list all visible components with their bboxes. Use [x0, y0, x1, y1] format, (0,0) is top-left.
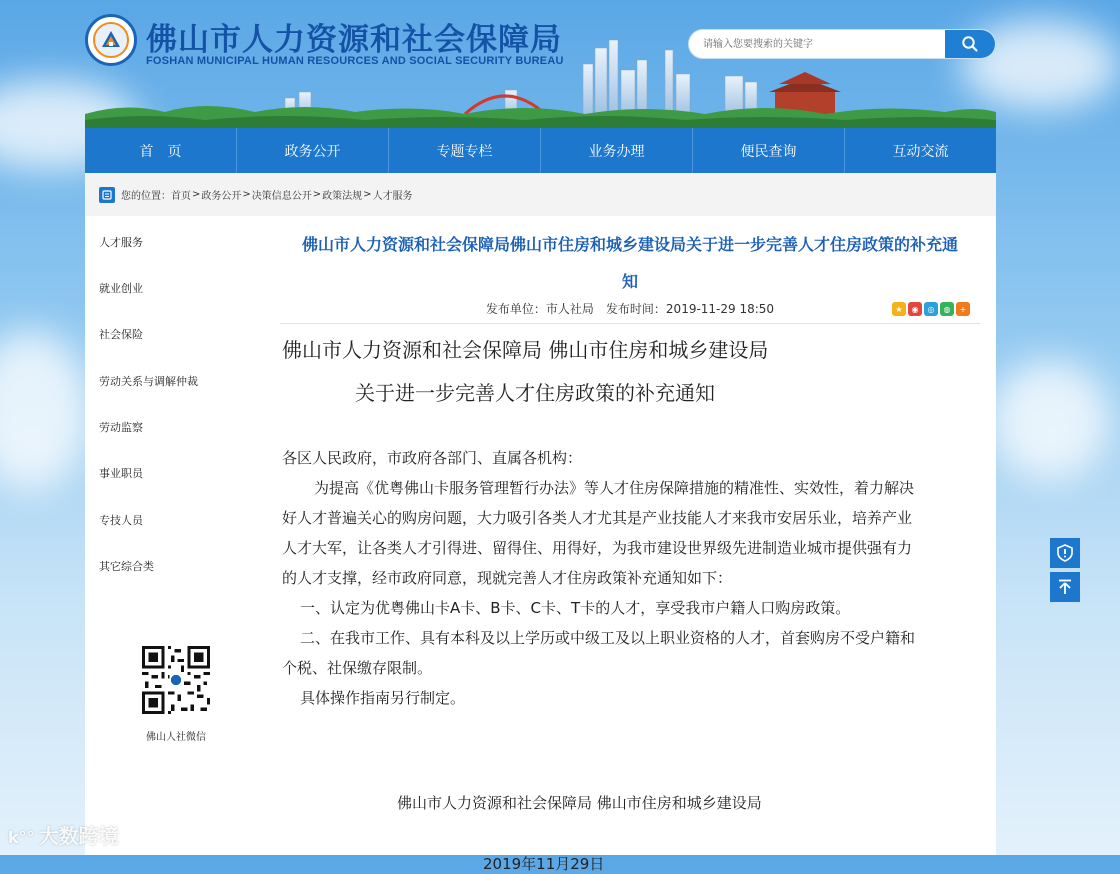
more-share-icon[interactable]: +: [956, 302, 970, 316]
qzone-icon[interactable]: ★: [892, 302, 906, 316]
wechat-icon[interactable]: ◍: [940, 302, 954, 316]
sidebar: [85, 216, 265, 855]
policy-item-2-continued: 个税、社保缴存限制。: [282, 659, 433, 677]
breadcrumb-separator: >: [192, 189, 201, 200]
article-meta: 发布单位：市人社局 发布时间：2019-11-29 18:50: [485, 302, 775, 316]
search-input[interactable]: [689, 30, 947, 58]
document-date: 2019年11月29日: [483, 855, 605, 873]
breadcrumb-decision-info[interactable]: 决策信息公开: [251, 191, 312, 202]
sidebar-item-talent-service[interactable]: 人才服务: [99, 236, 143, 249]
back-to-top-icon[interactable]: [1050, 572, 1080, 602]
breadcrumb-prefix: 您的位置：: [121, 191, 171, 202]
tencent-weibo-icon[interactable]: ◎: [924, 302, 938, 316]
document-heading: 佛山市人力资源和社会保障局 佛山市住房和城乡建设局: [282, 338, 769, 362]
location-icon: [99, 187, 115, 203]
breadcrumb-separator: >: [242, 189, 251, 200]
sidebar-item-social-insurance[interactable]: 社会保险: [99, 328, 143, 341]
article-title: [280, 226, 980, 300]
search-button[interactable]: [945, 30, 995, 58]
breadcrumb-policy[interactable]: 政策法规: [322, 191, 363, 202]
sidebar-item-labor-inspection[interactable]: 劳动监察: [99, 421, 143, 434]
qr-caption: 佛山人社微信: [146, 732, 206, 743]
nav-item-interaction[interactable]: 互动交流: [892, 143, 949, 160]
cloud-decoration: [990, 360, 1110, 480]
breadcrumb-separator: >: [312, 189, 322, 200]
salutation: 各区人民政府，市政府各部门、直属各机构：: [282, 449, 583, 467]
main-nav: [85, 128, 996, 173]
sidebar-item-other[interactable]: 其它综合类: [99, 560, 154, 573]
nav-item-home[interactable]: 首 页: [85, 128, 237, 173]
cloud-decoration: [0, 330, 90, 490]
search-icon: [961, 35, 979, 53]
policy-item-1: 一、认定为优粤佛山卡A卡、B卡、C卡、T卡的人才，享受我市户籍人口购房政策。: [300, 599, 851, 617]
breadcrumb-home[interactable]: 首页: [171, 191, 191, 202]
site-header: [0, 0, 1080, 128]
article-title-line: 佛山市人力资源和社会保障局佛山市住房和城乡建设局关于进一步完善人才住房政策的补充通: [301, 235, 958, 254]
closing-line: 具体操作指南另行制定。: [300, 689, 466, 707]
sidebar-item-public-staff[interactable]: 事业职员: [99, 467, 143, 480]
search-bar: [688, 29, 996, 59]
body-paragraph-line: 为提高《优粤佛山卡服务管理暂行办法》等人才住房保障措施的精准性、实效性，着力解决: [314, 479, 915, 497]
nav-item-public-query[interactable]: 便民查询: [693, 128, 845, 173]
share-toolbar: [892, 302, 970, 316]
signature: 佛山市人力资源和社会保障局 佛山市住房和城乡建设局: [397, 794, 762, 812]
watermark: k°° 大数跨境: [8, 824, 119, 848]
breadcrumb-separator: >: [363, 189, 372, 200]
article-title-line: 知: [621, 272, 638, 291]
breadcrumb-talent-service[interactable]: 人才服务: [372, 191, 413, 202]
policy-item-2: 二、在我市工作、具有本科及以上学历或中级工及以上职业资格的人才，首套购房不受户籍和: [300, 629, 916, 647]
breadcrumb: [85, 173, 996, 216]
nav-item-gov-affairs[interactable]: 政务公开: [237, 128, 389, 173]
site-title[interactable]: 佛山市人力资源和社会保障局: [146, 22, 562, 58]
sidebar-item-professionals[interactable]: 专技人员: [99, 514, 143, 527]
body-paragraph-line: 的人才支撑，经市政府同意，现就完善人才住房政策补充通知如下：: [282, 569, 733, 587]
body-paragraph-line: 好人才普遍关心的购房问题，大力吸引各类人才尤其是产业技能人才来我市安居乐业，培养产业: [282, 509, 913, 527]
site-subtitle: FOSHAN MUNICIPAL HUMAN RESOURCES AND SOCIAL SECURITY BUREAU: [146, 55, 564, 67]
alert-icon[interactable]: [1050, 538, 1080, 568]
sidebar-item-employment[interactable]: 就业创业: [99, 282, 143, 295]
document-heading: 关于进一步完善人才住房政策的补充通知: [355, 381, 715, 405]
breadcrumb-gov-affairs[interactable]: 政务公开: [201, 191, 242, 202]
wechat-qr-code: [142, 646, 210, 714]
watermark-text: 大数跨境: [38, 824, 119, 848]
body-paragraph-line: 人才大军，让各类人才引得进、留得住、用得好，为我市建设世界级先进制造业城市提供强有力: [282, 539, 913, 557]
article-divider: [280, 323, 980, 324]
bureau-emblem-icon[interactable]: [85, 14, 137, 66]
main-content: [85, 173, 996, 873]
nav-item-services[interactable]: 业务办理: [541, 128, 693, 173]
weibo-icon[interactable]: ◉: [908, 302, 922, 316]
sidebar-item-labor-relations[interactable]: 劳动关系与调解仲裁: [99, 375, 198, 388]
nav-item-special-topics[interactable]: 专题专栏: [389, 128, 541, 173]
